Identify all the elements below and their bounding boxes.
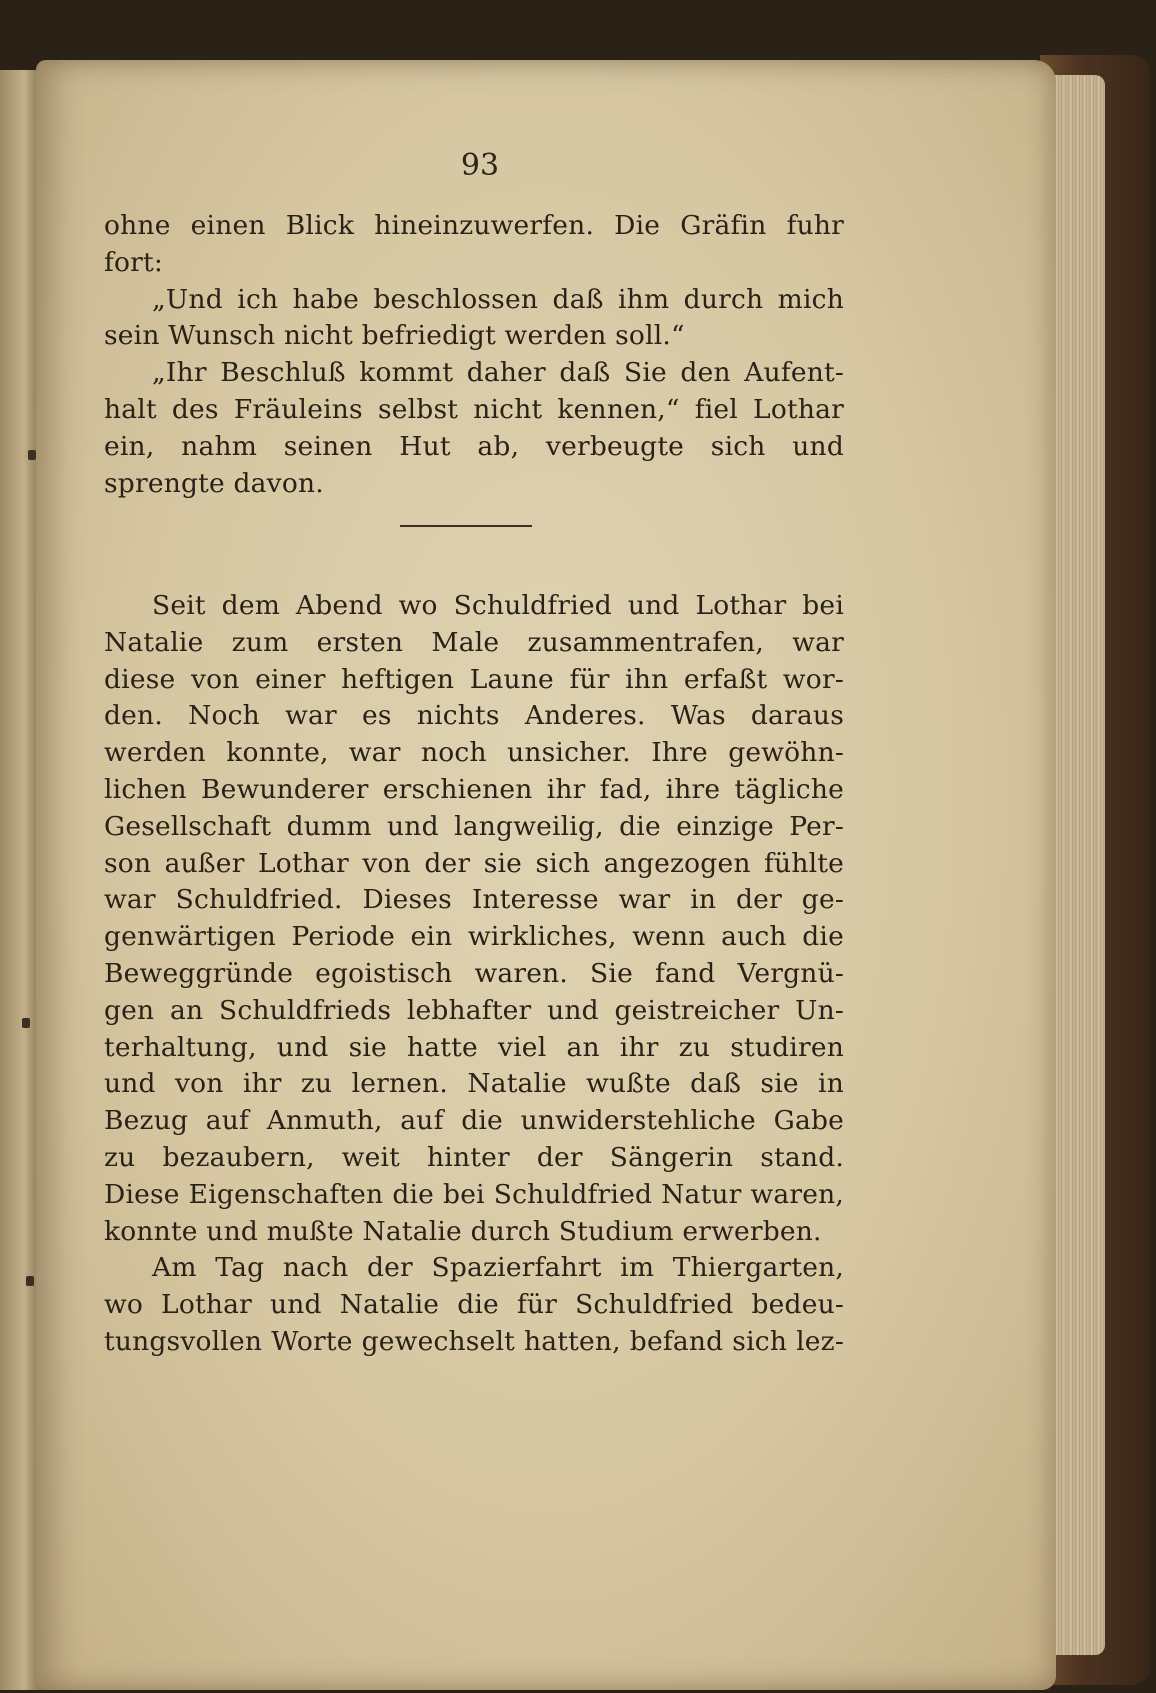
text-line: terhaltung, und sie hatte viel an ihr zu studiren [104,1031,844,1063]
text-line: Diese Eigenschaften die bei Schuldfried Natur waren, [104,1178,844,1210]
text-line: ohne einen Blick hineinzuwerfen. Die Gräfin fuhr [104,210,844,241]
text-line: Beweggründe egoistisch waren. Sie fand Vergnü- [104,957,844,989]
margin-mark [22,1018,30,1028]
text-line: sprengte davon. [104,467,324,499]
text-line: genwärtigen Periode ein wirkliches, wenn auch die [104,921,844,953]
paragraph-block-1 [104,208,844,502]
margin-mark [26,1276,34,1286]
paragraph-block-2 [104,588,844,1361]
text-line: Natalie zum ersten Male zusammentrafen, war [104,626,844,658]
text-line: konnte und mußte Natalie durch Studium erwerben. [104,1215,822,1247]
text-line: Gesellschaft dumm und langweilig, die einzige Per- [104,810,844,842]
text-line: Seit dem Abend wo Schuldfried und Lothar bei [152,590,844,621]
text-line: lichen Bewunderer erschienen ihr fad, ihre tägliche [104,773,844,805]
text-line: fort: [104,246,164,278]
section-divider [400,525,532,527]
text-line: wo Lothar und Natalie die für Schuldfried bedeu- [104,1289,844,1321]
text-line: gen an Schuldfrieds lebhafter und geistreicher Un- [104,994,844,1026]
text-line: sein Wunsch nicht befriedigt werden soll.“ [104,320,685,352]
text-line: „Und ich habe beschlossen daß ihm durch mich [152,283,844,315]
text-line: diese von einer heftigen Laune für ihn erfaßt wor- [104,663,844,695]
page-number: 93 [460,148,500,183]
text-line: „Ihr Beschluß kommt daher daß Sie den Aufent- [152,357,844,389]
text-line: zu bezaubern, weit hinter der Sängerin stand. [104,1141,844,1173]
text-line: son außer Lothar von der sie sich angezogen fühlte [104,847,844,879]
previous-page-edge [0,70,40,1690]
text-line: werden konnte, war noch unsicher. Ihre gewöhn- [104,737,844,769]
text-line: war Schuldfried. Dieses Interesse war in der ge- [104,884,844,916]
text-line: tungsvollen Worte gewechselt hatten, befand sich lez- [104,1325,844,1357]
text-line: halt des Fräuleins selbst nicht kennen,“ fiel Lothar [104,393,844,425]
text-line: den. Noch war es nichts Anderes. Was daraus [104,700,844,732]
text-line: und von ihr zu lernen. Natalie wußte daß sie in [104,1068,844,1100]
margin-mark [28,450,36,460]
text-line: Bezug auf Anmuth, auf die unwiderstehliche Gabe [104,1105,844,1137]
text-line: ein, nahm seinen Hut ab, verbeugte sich und [104,430,844,462]
text-line: Am Tag nach der Spazierfahrt im Thiergarten, [152,1252,844,1284]
